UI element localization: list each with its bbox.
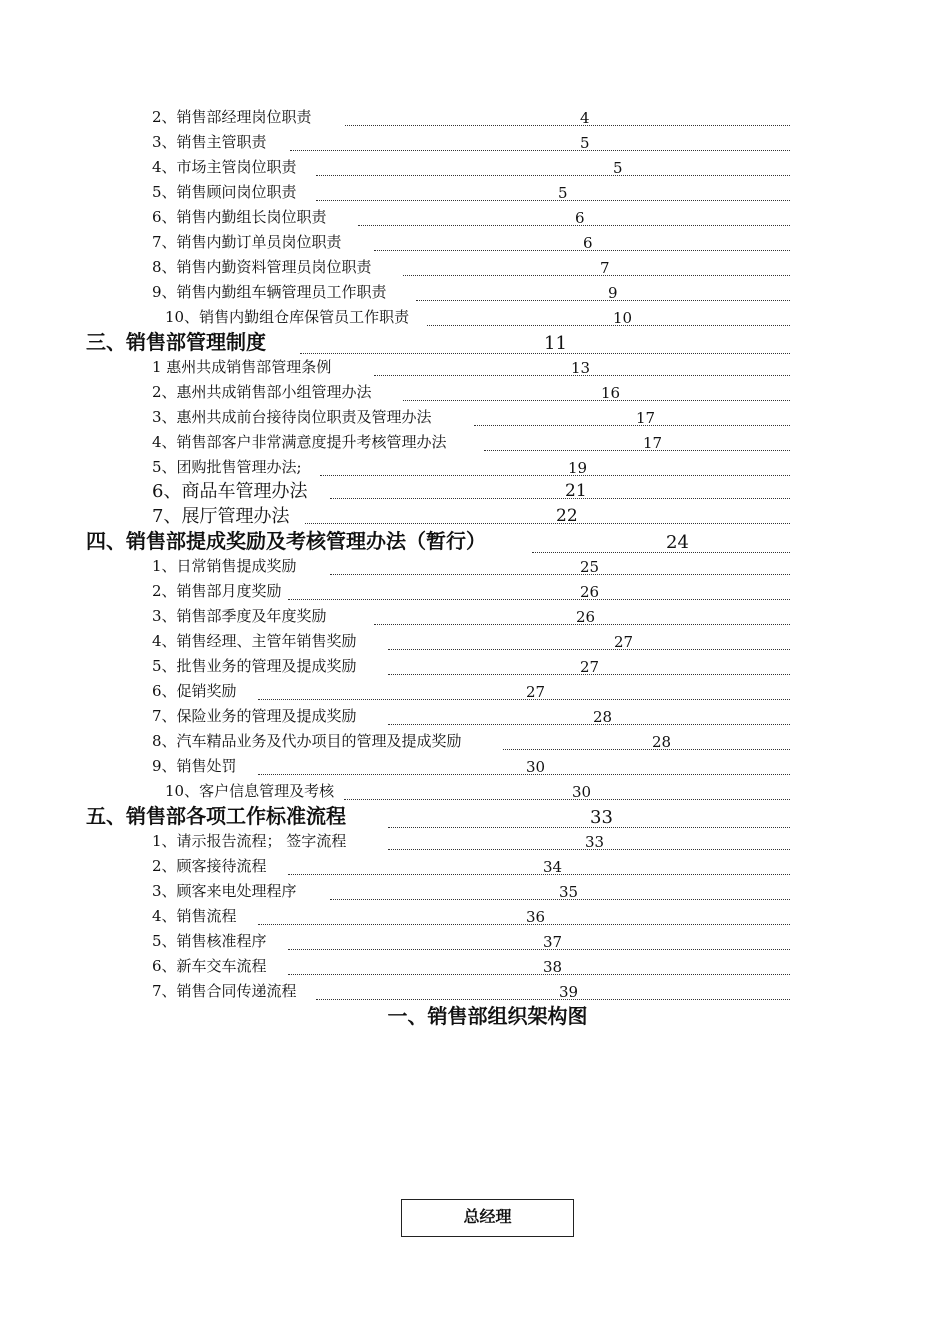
toc-entry-label: 3、惠州共成前台接待岗位职责及管理办法: [152, 408, 432, 426]
toc-dot-leader: [320, 475, 790, 476]
toc-entry-label: 4、销售部客户非常满意度提升考核管理办法: [152, 433, 447, 451]
toc-entry-label: 1、请示报告流程； 签字流程: [152, 832, 347, 850]
toc-entry: [0, 757, 950, 781]
toc-entry-label: 7、保险业务的管理及提成奖励: [152, 707, 357, 725]
toc-page-number: 6: [575, 209, 585, 227]
toc-entry: [0, 732, 950, 756]
toc-entry: [0, 481, 950, 505]
toc-dot-leader: [330, 498, 790, 499]
toc-dot-leader: [388, 724, 790, 725]
toc-page-number: 35: [559, 883, 579, 901]
toc-dot-leader: [374, 250, 790, 251]
toc-dot-leader: [345, 125, 790, 126]
toc-dot-leader: [416, 300, 790, 301]
toc-dot-leader: [484, 450, 790, 451]
toc-dot-leader: [532, 552, 790, 553]
toc-page-number: 10: [613, 309, 633, 327]
toc-entry-label: 4、销售经理、主管年销售奖励: [152, 632, 357, 650]
toc-entry-label: 5、销售顾问岗位职责: [152, 183, 297, 201]
toc-page-number: 16: [601, 384, 621, 402]
toc-dot-leader: [388, 649, 790, 650]
toc-entry-label: 9、销售内勤组车辆管理员工作职责: [152, 283, 387, 301]
toc-entry-label: 5、团购批售管理办法;: [152, 458, 302, 476]
toc-dot-leader: [316, 175, 790, 176]
toc-page-number: 37: [543, 933, 563, 951]
toc-page-number: 13: [571, 359, 591, 377]
toc-dot-leader: [427, 325, 790, 326]
toc-entry: [0, 932, 950, 956]
toc-entry-label: 五、销售部各项工作标准流程: [86, 804, 346, 828]
toc-entry: [0, 832, 950, 856]
toc-page-number: 26: [580, 583, 600, 601]
toc-dot-leader: [503, 749, 790, 750]
toc-page-number: 11: [544, 333, 567, 354]
toc-entry-label: 10、销售内勤组仓库保管员工作职责: [165, 308, 410, 326]
toc-entry: [0, 408, 950, 432]
toc-entry: [0, 707, 950, 731]
toc-entry: [0, 208, 950, 232]
toc-entry-label: 6、促销奖励: [152, 682, 237, 700]
toc-dot-leader: [358, 225, 790, 226]
toc-entry-label: 5、批售业务的管理及提成奖励: [152, 657, 357, 675]
toc-entry-label: 三、销售部管理制度: [86, 330, 266, 354]
toc-entry: [0, 557, 950, 581]
toc-page-number: 24: [666, 532, 689, 553]
toc-entry-label: 10、客户信息管理及考核: [165, 782, 335, 800]
toc-dot-leader: [258, 774, 790, 775]
toc-entry-label: 2、销售部月度奖励: [152, 582, 282, 600]
toc-entry: [0, 957, 950, 981]
org-box-general-manager: 总经理: [401, 1199, 574, 1237]
toc-page-number: 30: [526, 758, 546, 776]
toc-entry: [0, 582, 950, 606]
toc-entry: [0, 657, 950, 681]
toc-page-number: 27: [614, 633, 634, 651]
toc-page-number: 5: [558, 184, 568, 202]
toc-entry: [0, 108, 950, 132]
toc-section-heading: [0, 804, 950, 828]
toc-entry-label: 6、商品车管理办法: [152, 481, 308, 502]
toc-page-number: 25: [580, 558, 600, 576]
toc-page-number: 34: [543, 858, 563, 876]
toc-dot-leader: [288, 874, 790, 875]
toc-dot-leader: [403, 400, 790, 401]
toc-entry: [0, 458, 950, 482]
toc-page-number: 38: [543, 958, 563, 976]
toc-page-number: 17: [636, 409, 656, 427]
toc-entry: [0, 233, 950, 257]
toc-dot-leader: [288, 974, 790, 975]
toc-entry-label: 1、日常销售提成奖励: [152, 557, 297, 575]
toc-dot-leader: [258, 699, 790, 700]
toc-dot-leader: [305, 523, 790, 524]
toc-page-number: 17: [643, 434, 663, 452]
toc-dot-leader: [316, 200, 790, 201]
toc-entry: [0, 506, 950, 530]
toc-entry-label: 1 惠州共成销售部管理条例: [152, 358, 332, 376]
toc-entry-label: 4、销售流程: [152, 907, 237, 925]
toc-entry-label: 7、销售内勤订单员岗位职责: [152, 233, 342, 251]
toc-entry: [0, 258, 950, 282]
toc-page-number: 27: [526, 683, 546, 701]
toc-entry-label: 2、销售部经理岗位职责: [152, 108, 312, 126]
toc-entry-label: 3、顾客来电处理程序: [152, 882, 297, 900]
toc-entry-label: 四、销售部提成奖励及考核管理办法（暂行）: [86, 529, 486, 553]
toc-entry: [0, 607, 950, 631]
toc-page-number: 28: [593, 708, 613, 726]
toc-dot-leader: [258, 924, 790, 925]
toc-dot-leader: [388, 827, 790, 828]
toc-entry: [0, 682, 950, 706]
toc-section-heading: [0, 529, 950, 553]
toc-entry-label: 2、惠州共成销售部小组管理办法: [152, 383, 372, 401]
toc-entry-label: 3、销售主管职责: [152, 133, 267, 151]
toc-dot-leader: [344, 799, 790, 800]
toc-entry: [0, 358, 950, 382]
toc-entry-label: 7、销售合同传递流程: [152, 982, 297, 1000]
toc-entry: [0, 283, 950, 307]
toc-page-number: 30: [572, 783, 592, 801]
toc-entry: [0, 308, 950, 332]
toc-entry: [0, 158, 950, 182]
toc-entry-label: 7、展厅管理办法: [152, 506, 290, 527]
toc-page-number: 5: [613, 159, 623, 177]
org-chart-heading: 一、销售部组织架构图: [387, 1004, 588, 1028]
toc-entry: [0, 857, 950, 881]
toc-page-number: 39: [559, 983, 579, 1001]
toc-entry-label: 6、销售内勤组长岗位职责: [152, 208, 327, 226]
toc-page-number: 26: [576, 608, 596, 626]
toc-page-number: 4: [580, 109, 590, 127]
toc-entry-label: 5、销售核准程序: [152, 932, 267, 950]
toc-page-number: 7: [600, 259, 610, 277]
toc-page-number: 5: [580, 134, 590, 152]
toc-section-heading: [0, 330, 950, 354]
toc-entry: [0, 383, 950, 407]
toc-entry: [0, 133, 950, 157]
toc-page-number: 6: [583, 234, 593, 252]
toc-entry: [0, 632, 950, 656]
toc-dot-leader: [330, 574, 790, 575]
toc-entry: [0, 907, 950, 931]
toc-entry: [0, 882, 950, 906]
toc-page-number: 28: [652, 733, 672, 751]
toc-page-number: 21: [565, 481, 587, 501]
toc-dot-leader: [403, 275, 790, 276]
toc-entry-label: 8、销售内勤资料管理员岗位职责: [152, 258, 372, 276]
toc-page-number: 9: [608, 284, 618, 302]
toc-entry-label: 9、销售处罚: [152, 757, 237, 775]
toc-entry: [0, 433, 950, 457]
toc-page-number: 33: [590, 807, 613, 828]
toc-page-number: 33: [585, 833, 605, 851]
toc-entry-label: 4、市场主管岗位职责: [152, 158, 297, 176]
toc-dot-leader: [290, 150, 790, 151]
toc-dot-leader: [288, 949, 790, 950]
toc-page-number: 27: [580, 658, 600, 676]
toc-entry-label: 2、顾客接待流程: [152, 857, 267, 875]
toc-entry-label: 3、销售部季度及年度奖励: [152, 607, 327, 625]
toc-dot-leader: [288, 599, 790, 600]
toc-dot-leader: [474, 425, 790, 426]
toc-entry-label: 6、新车交车流程: [152, 957, 267, 975]
toc-page-number: 36: [526, 908, 546, 926]
toc-entry: [0, 183, 950, 207]
toc-page-number: 22: [556, 506, 578, 526]
toc-entry: [0, 782, 950, 806]
toc-page-number: 19: [568, 459, 588, 477]
toc-entry-label: 8、汽车精品业务及代办项目的管理及提成奖励: [152, 732, 462, 750]
